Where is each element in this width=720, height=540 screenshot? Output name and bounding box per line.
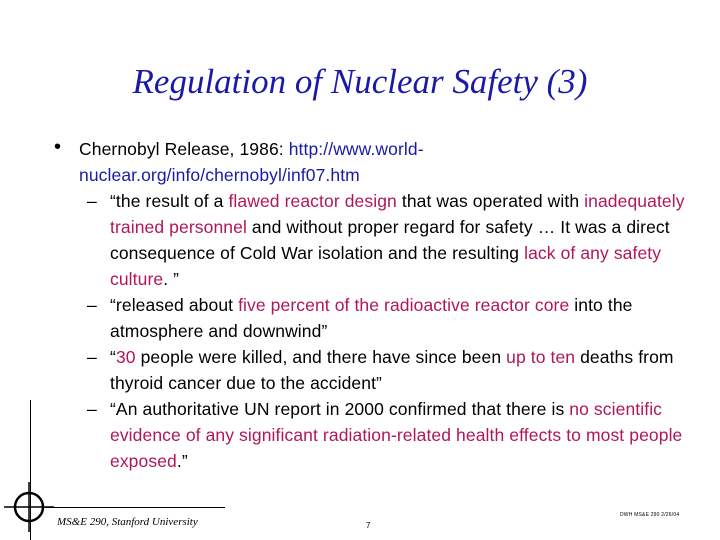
quote-text: that was operated with (396, 191, 585, 211)
highlighted-text: inadequately trained personnel (110, 191, 685, 237)
sub-bullet-item (54, 396, 694, 474)
quote-text: “the result of a (110, 191, 229, 211)
quote-text: deaths from thyroid cancer due to the accident” (110, 347, 674, 393)
dash-icon: – (87, 399, 97, 419)
highlighted-text: up to ten (506, 347, 576, 367)
quote-text: “ (110, 347, 116, 367)
quote-text: . ” (163, 269, 180, 289)
crosshair-logo-icon (4, 482, 54, 532)
quote-text: people were killed, and there have since been (135, 347, 507, 367)
highlighted-text: five percent of the radioactive reactor core (238, 295, 570, 315)
decorative-horizontal-line (45, 507, 225, 508)
footer-page-number: 7 (366, 521, 371, 530)
quote-text: .” (176, 451, 188, 471)
highlighted-text: no scientific evidence of any significant radiation-related health effects to most people exposed (110, 399, 683, 471)
dash-icon: – (87, 295, 97, 315)
sub-bullet-item (54, 188, 694, 292)
source-link-part2[interactable]: nuclear.org/info/chernobyl/inf07.htm (79, 165, 360, 185)
quote-text: and without proper regard for safety … It was a direct consequence of Cold War isolation and the resulting (110, 217, 670, 263)
slide-title: Regulation of Nuclear Safety (3) (132, 62, 588, 101)
main-bullet (54, 136, 694, 188)
sub-bullet-item (54, 292, 694, 344)
source-link-part1[interactable]: http://www.world- (288, 139, 424, 159)
bullet-label: Chernobyl Release, 1986: (79, 139, 289, 159)
dash-icon: – (87, 347, 97, 367)
quote-text: “An authoritative UN report in 2000 confirmed that there is (110, 399, 570, 419)
footer-course: MS&E 290, Stanford University (57, 516, 198, 528)
sub-bullet-item (54, 344, 694, 396)
sub-bullet-list (54, 188, 694, 474)
highlighted-text: 30 (115, 347, 136, 367)
quote-text: into the atmosphere and downwind” (110, 295, 633, 341)
dash-icon: – (87, 191, 97, 211)
quote-text: “released about (110, 295, 239, 315)
bullet-dot-icon: • (54, 136, 62, 158)
slide-content (54, 136, 694, 474)
footer-author-date: DWH MS&E 290 2/26/04 (620, 512, 680, 518)
highlighted-text: lack of any safety culture (110, 243, 662, 289)
highlighted-text: flawed reactor design (228, 191, 397, 211)
